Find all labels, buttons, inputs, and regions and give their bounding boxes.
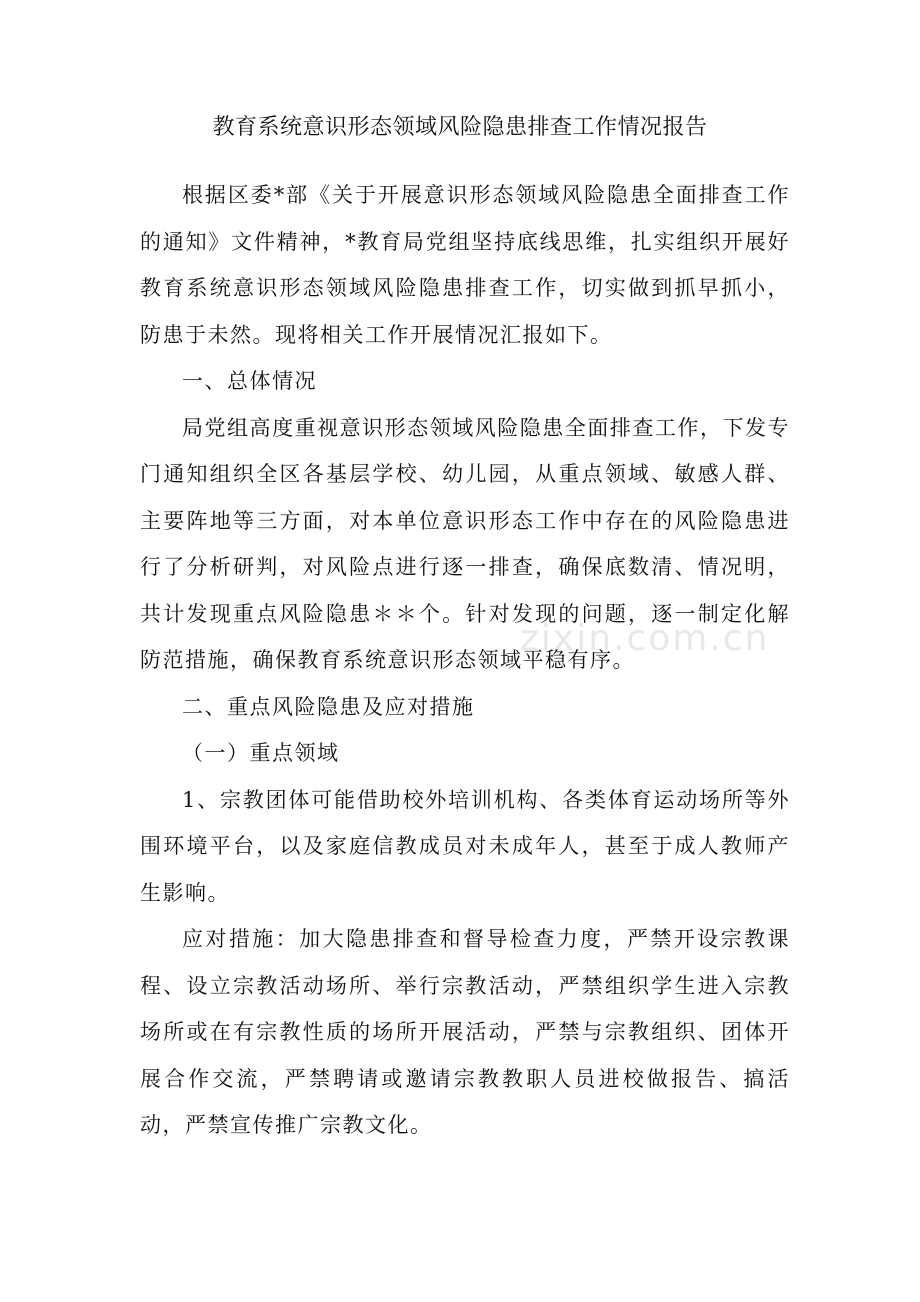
section-2-heading: 二、重点风险隐患及应对措施	[182, 694, 475, 719]
watermark: zixin.com.cn	[520, 618, 770, 659]
item-1-measures-paragraph: 应对措施：加大隐患排查和督导检查力度，严禁开设宗教课程、设立宗教活动场所、举行宗教活动，严禁组织学生进入宗教场所或在有宗教性质的场所开展活动，严禁与宗教组织、团体开展合作交流，严禁聘请或邀请宗教教职人员进校做报告、搞活动，严禁宣传推广宗教文化。	[140, 927, 790, 1137]
section-1-heading: 一、总体情况	[182, 369, 317, 393]
subsection-1-heading: （一）重点领域	[182, 741, 340, 765]
intro-paragraph: 根据区委*部《关于开展意识形态领域风险隐患全面排查工作的通知》文件精神，*教育局党组坚持底线思维，扎实组织开展好教育系统意识形态领域风险隐患排查工作，切实做到抓早抓小，防患于未然。现将相关工作开展情况汇报如下。	[140, 183, 790, 347]
item-1-paragraph: 1、宗教团体可能借助校外培训机构、各类体育运动场所等外围环境平台，以及家庭信教成员对未成年人，甚至于成人教师产生影响。	[140, 787, 790, 905]
document-title: 教育系统意识形态领域风险隐患排查工作情况报告	[212, 115, 708, 140]
section-1-paragraph: 局党组高度重视意识形态领域风险隐患全面排查工作，下发专门通知组织全区各基层学校、幼儿园，从重点领域、敏感人群、主要阵地等三方面，对本单位意识形态工作中存在的风险隐患进行了分析研判，对风险点进行逐一排查，确保底数清、情况明，共计发现重点风险隐患＊＊个。针对发现的问题，逐一制定化解防范措施，确保教育系统意识形态领域平稳有序。	[140, 415, 790, 672]
document-body	[140, 172, 790, 1149]
